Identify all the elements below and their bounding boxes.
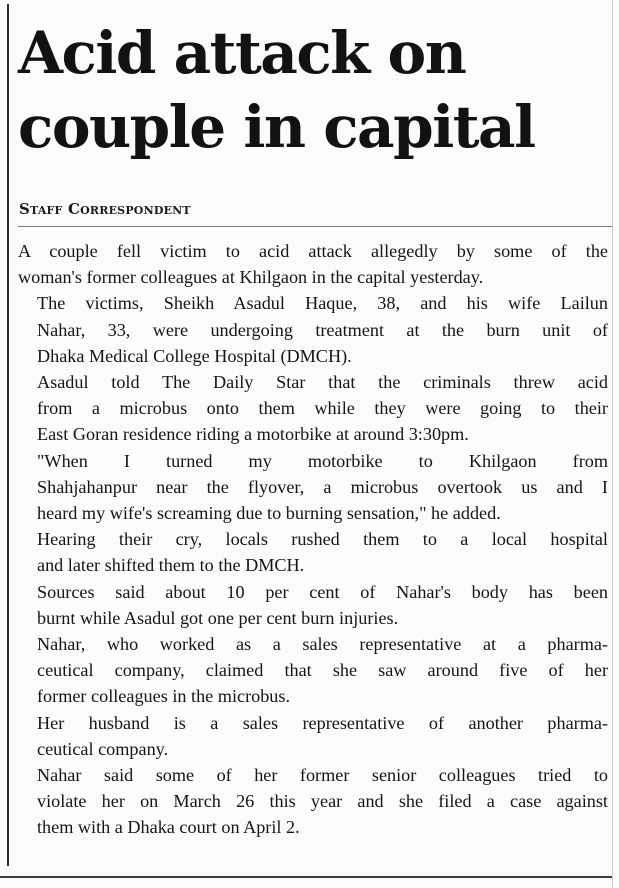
article-paragraph [18, 526, 608, 578]
article-line: East Goran residence riding a motorbike at around 3:30pm. [37, 424, 469, 445]
article-paragraph [18, 290, 608, 369]
headline [18, 16, 612, 164]
article-line: Nahar, 33, were undergoing treatment at the burn unit of [37, 319, 608, 340]
article-paragraph [18, 579, 608, 631]
column-rule-left [7, 4, 9, 866]
article-line: former colleagues in the microbus. [37, 686, 291, 707]
article-line: The victims, Sheikh Asadul Haque, 38, and his wife Lailun [37, 293, 608, 314]
article-paragraph [18, 710, 608, 762]
headline-line-1: Acid attack on [18, 19, 466, 87]
article-line: Hearing their cry, locals rushed them to a local hospital [37, 529, 608, 550]
article-body [18, 238, 608, 841]
article-line: Shahjahanpur near the flyover, a microbus overtook us and I [37, 476, 608, 497]
article-line: and later shifted them to the DMCH. [37, 555, 305, 576]
article-line: Nahar said some of her former senior colleagues tried to [37, 765, 608, 786]
byline: Staff Correspondent [19, 200, 191, 218]
article-paragraph [18, 631, 608, 710]
article-line: Asadul told The Daily Star that the criminals threw acid [37, 372, 608, 393]
article-line: ceutical company, claimed that she saw around five of her [37, 660, 608, 681]
article-line: violate her on March 26 this year and she filed a case against [37, 791, 608, 812]
article-line: "When I turned my motorbike to Khilgaon from [37, 450, 608, 471]
article-line: burnt while Asadul got one per cent burn injuries. [37, 607, 399, 628]
article-paragraph [18, 448, 608, 527]
byline-divider [18, 226, 612, 227]
article-line: Sources said about 10 per cent of Nahar's body has been [37, 581, 608, 602]
clipping-edge-right [612, 0, 613, 888]
article-paragraph [18, 369, 608, 448]
article-line: woman's former colleagues at Khilgaon in the capital yesterday. [18, 267, 484, 288]
article-line: them with a Dhaka court on April 2. [37, 817, 300, 838]
article-line: Nahar, who worked as a sales representative at a pharma- [37, 634, 608, 655]
article-line: heard my wife's screaming due to burning sensation," he added. [37, 503, 501, 524]
column-rule-bottom [0, 876, 612, 878]
article-line: Her husband is a sales representative of another pharma- [37, 712, 608, 733]
article-line: A couple fell victim to acid attack allegedly by some of the [18, 241, 608, 261]
article-paragraph [18, 762, 608, 841]
article-line: from a microbus onto them while they were going to their [37, 398, 608, 419]
headline-line-2: couple in capital [18, 93, 535, 161]
article-line: ceutical company. [37, 738, 169, 759]
article-line: Dhaka Medical College Hospital (DMCH). [37, 345, 352, 366]
article-paragraph [18, 238, 608, 290]
